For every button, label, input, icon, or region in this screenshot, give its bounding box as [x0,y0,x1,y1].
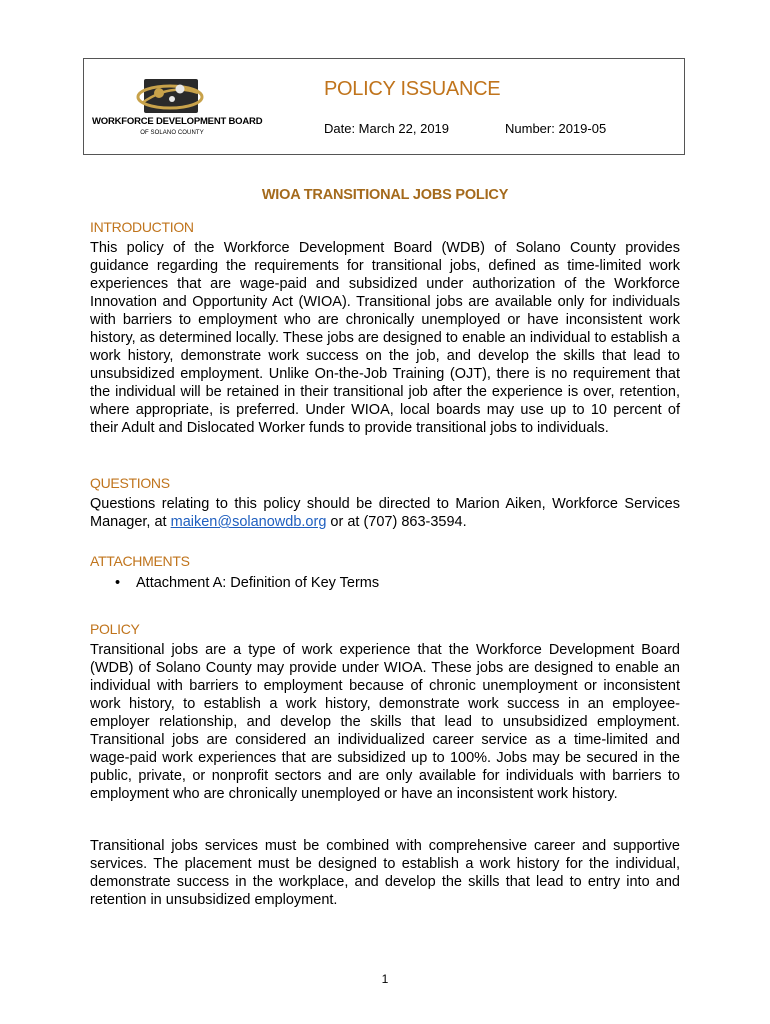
questions-phone-text: or at (707) 863-3594. [326,514,467,530]
document-title: WIOA TRANSITIONAL JOBS POLICY [261,187,509,203]
issue-number: Number: 2019-05 [505,121,607,136]
wdb-logo [92,75,263,141]
list-item [90,574,379,592]
logo-subtitle: OF SOLANO COUNTY [140,130,204,136]
logo-title: WORKFORCE DEVELOPMENT BOARD [92,116,263,127]
introduction-paragraph: This policy of the Workforce Development Board (WDB) of Solano County provides guidance regarding the requirements for transitional jobs, defined as time-limited work experiences that are wage-paid and subsidized under authorization of the Workforce Innovation and Opportunity Act (WIOA). Transitional jobs are available only for individuals with barriers to employment who are chronically unemployed or have inconsistent work history, as determined locally. These jobs are designed to enable an individual to establish a work history, demonstrate work success on the job, and develop the skills that lead to unsubsidized employment. Unlike On-the-Job Training (OJT), there is no requirement that the individual will be retained in their transitional job after the experience is over, retention, where appropriate, is preferred. Under WIOA, local boards may use up to 10 percent of their Adult and Dislocated Worker funds to provide transitional jobs to individuals. [90,240,680,436]
logo-emblem-icon [132,75,208,115]
policy-paragraph-2: Transitional jobs services must be combined with comprehensive career and supportive services. The placement must be designed to establish a work history for the individual, demonstrate success in the workplace, and develop the skills that lead to entry into and retention in unsubsidized employment. [90,838,680,908]
attachments-heading: ATTACHMENTS [90,553,190,569]
policy-heading: POLICY [90,621,140,637]
questions-text: Questions relating to this policy should be directed to Marion Aiken, Workforce Services Manager, at [90,496,680,530]
questions-heading: QUESTIONS [90,475,170,491]
attachments-list [90,574,379,592]
attachment-label: Attachment A: Definition of Key Terms [136,575,380,591]
bullet-icon: • [115,575,121,591]
page-number: 1 [381,972,389,986]
introduction-heading: INTRODUCTION [90,219,194,235]
contact-email-link[interactable]: maiken@solanowdb.org [170,514,327,530]
policy-paragraph-1: Transitional jobs are a type of work experience that the Workforce Development Board (WDB) of Solano County may provide under WIOA. These jobs are designed to enable an individual with barriers to employment because of chronic unemployment or inconsistent work history, to establish a work history, demonstrate work success in an employee-employer relationship, and develop the skills that lead to unsubsidized employment. Transitional jobs are considered an individualized career service as a time-limited and wage-paid work experiences that are subsidized up to 100%. Jobs may be secured in the public, private, or nonprofit sectors and are only available for individuals with barriers to employment who are chronically unemployed or have an inconsistent work history. [90,642,680,802]
issue-date: Date: March 22, 2019 [324,121,450,136]
issuance-title: POLICY ISSUANCE [324,78,501,100]
questions-paragraph [90,495,680,531]
policy-header [83,58,685,155]
